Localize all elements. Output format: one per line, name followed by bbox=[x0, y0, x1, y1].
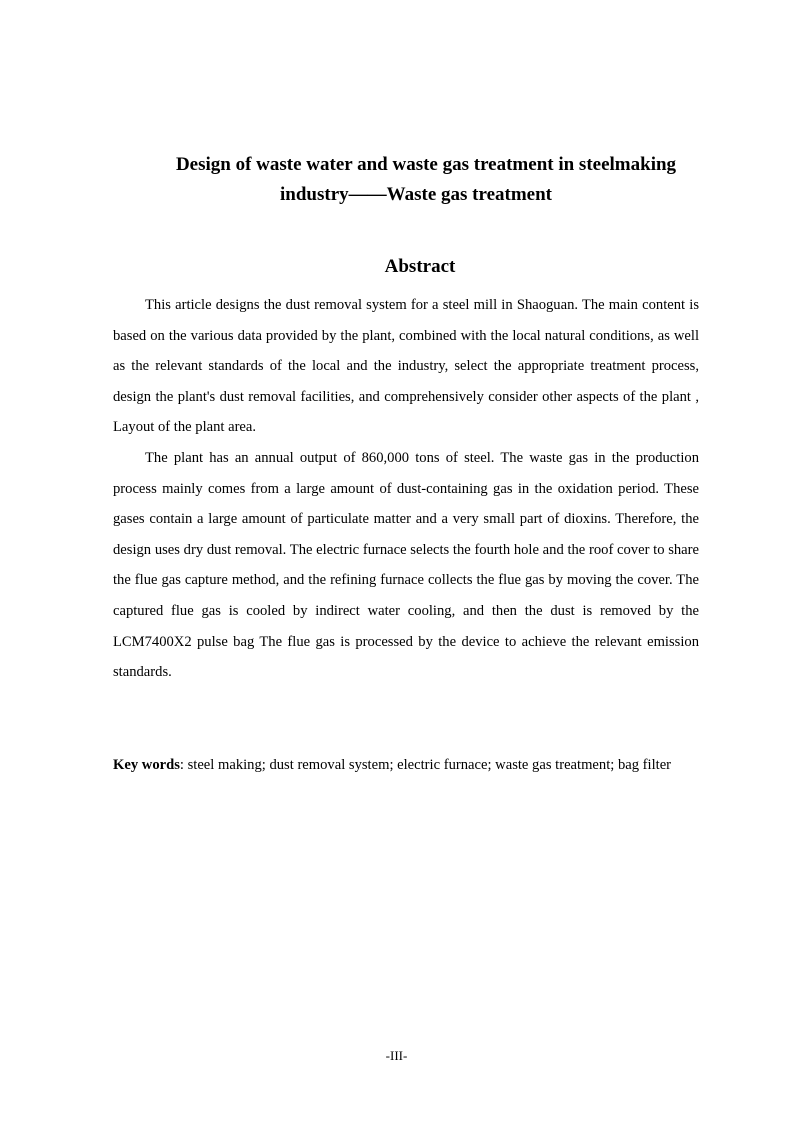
keywords-section bbox=[113, 750, 699, 781]
keywords-text: steel making; dust removal system; electric furnace; waste gas treatment; bag filter bbox=[187, 757, 672, 773]
abstract-heading: Abstract bbox=[384, 256, 456, 277]
paper-title bbox=[113, 150, 699, 210]
keywords-label: Key words bbox=[113, 757, 180, 773]
abstract-paragraph-1: This article designs the dust removal system for a steel mill in Shaoguan. The main content is based on the various data provided by the plant, combined with the local natural conditions, as well as the relevant standards of the local and the industry, select the appropriate treatment process, design the plant's dust removal facilities, and comprehensively consider other aspects of the plant , Layout of the plant area. bbox=[113, 297, 699, 436]
keywords-separator: : bbox=[179, 757, 188, 773]
paper-title-line-1: Design of waste water and waste gas treatment in steelmaking bbox=[175, 154, 677, 175]
paper-title-line-2: industry——Waste gas treatment bbox=[280, 184, 552, 205]
abstract-paragraph-2: The plant has an annual output of 860,000 tons of steel. The waste gas in the production process mainly comes from a large amount of dust-containing gas in the oxidation period. These gases contain a large amount of particulate matter and a very small part of dioxins. Therefore, the design uses dry dust removal. The electric furnace selects the fourth hole and the roof cover to share the flue gas capture method, and the refining furnace collects the flue gas by moving the cover. The captured flue gas is cooled by indirect water cooling, and then the dust is removed by the LCM7400X2 pulse bag The flue gas is processed by the device to achieve the relevant emission standards. bbox=[113, 450, 699, 681]
page-number: -III- bbox=[385, 1048, 408, 1063]
